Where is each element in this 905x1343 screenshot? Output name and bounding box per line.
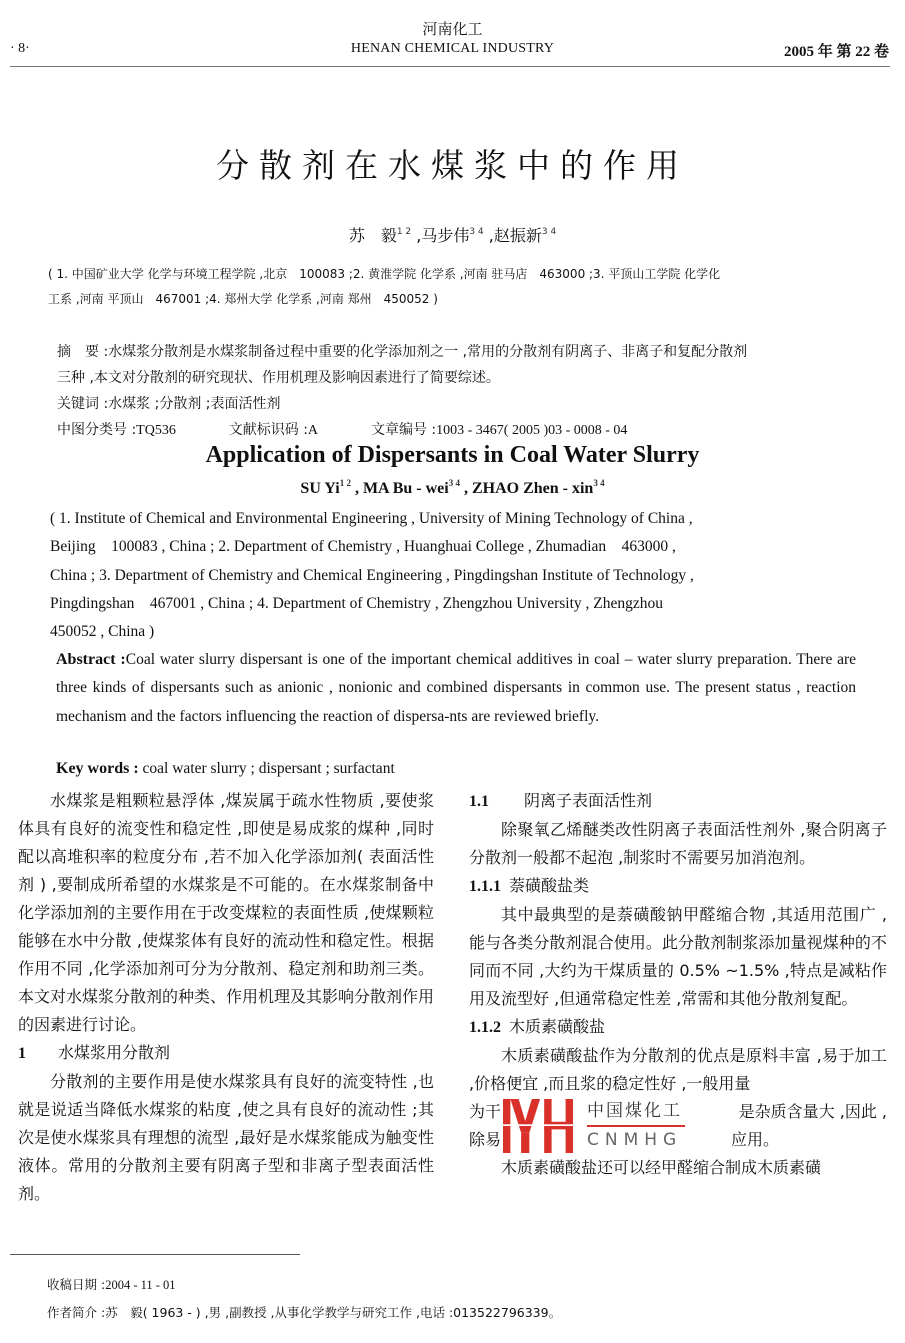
section-paragraph: 其中最典型的是萘磺酸钠甲醛缩合物 ,其适用范围广 ,能与各类分散剂混合使用。此分散剂制浆添加量视煤种的不同而不同 ,大约为干煤质量的 0.5% ~1.5% ,特点是减粘作用及流型好 ,但通常稳定性差 ,常需和其他分散剂复配。 [469,905,887,1008]
author-affil-sup: 1 2 [396,227,412,237]
authors-cn [0,223,905,246]
affiliation-line-en: ( 1. Institute of Chemical and Environmental Engineering , University of Mining Technology of China , [50,510,693,527]
section-heading [469,1013,887,1042]
watermark-text-en: CNMHG [587,1130,683,1150]
intro-paragraph: 水煤浆是粗颗粒悬浮体 ,煤炭属于疏水性物质 ,要使浆体具有良好的流变性和稳定性 ,即使是易成浆的煤种 ,同时配以高堆积率的粒度分布 ,若不加入化学添加剂( 表面活性剂 ) ,要制成所希望的水煤浆是不可能的。在水煤浆制备中化学添加剂的主要作用在于改变煤粒的表面性质 ,使煤颗粒能够在水中分散 ,使煤浆体有良好的流动性和稳定性。根据作用不同 ,化学添加剂可分为分散剂、稳定剂和助剂三类。本文对水煤浆分散剂的种类、作用机理及其影响分散剂作用的因素进行讨论。 [18,791,435,1034]
page-number: · 8· [10,41,30,56]
section-number: 1.1 [469,793,489,810]
bio-label: 作者简介 : [47,1305,106,1320]
abstract-label-cn: 摘 要 : [57,344,109,360]
author-affil-sup: 3 4 [469,227,484,237]
section-paragraph: 木质素磺酸盐还可以经甲醛缩合制成木质素磺 [501,1158,822,1177]
author-name-en: SU Yi [300,480,340,497]
section-paragraph: 除聚氧乙烯醚类改性阴离子表面活性剂外 ,聚合阴离子分散剂一般都不起泡 ,制浆时不需要另加消泡剂。 [469,820,887,867]
keywords-en: coal water slurry ; dispersant ; surfactant [142,760,395,777]
section-title: 水煤浆用分散剂 [58,1043,171,1062]
received-label: 收稿日期 : [47,1277,106,1292]
section-heading [469,872,887,901]
keywords-label-en: Key words : [56,760,139,777]
abstract-label-en: Abstract : [56,651,126,668]
author-affil-sup: 3 4 [593,478,605,488]
title-en: Application of Dispersants in Coal Water Slurry [205,442,700,468]
received-date: 2004 - 11 - 01 [105,1278,176,1292]
author-sep: , [483,226,494,245]
author-affil-sup: 3 4 [541,227,557,237]
article-no-label: 文章编号 : [370,422,437,438]
text-fragment: 为干 [469,1102,502,1121]
section-heading [469,787,887,816]
author-name: 苏 毅 [348,226,397,245]
title-cn: 分散剂在水煤浆中的作用 [216,146,689,185]
text-fragment: 应用。 [729,1126,779,1154]
watermark-text-cn: 中国煤化工 [587,1101,683,1121]
year-volume: 2005 年 第 22 卷 [783,44,889,60]
doc-code-value: A [307,423,319,438]
affiliation-line: ( 1. 中国矿业大学 化学与环境工程学院 ,北京 100083 ;2. 黄淮学院 化学系 ,河南 驻马店 463000 ;3. 平顶山工学院 化学化 [48,267,721,281]
clc-label: 中图分类号 : [57,422,137,438]
section-title: 木质素磺酸盐 [509,1017,606,1036]
authors-en [0,478,905,498]
affiliations-en [50,505,880,646]
abstract-text-en: Coal water slurry dispersant is one of the important chemical additives in coal – water slurry preparation. There are three kinds of dispersants such as anionic , nonionic and combined dispersants in common use. The present status , reaction mechanism and the factors influencing the reaction of dispersa-nts are reviewed briefly. [56,651,857,725]
author-name: 马步伟 [421,226,470,245]
author-sep: , [411,226,422,245]
footnote-rule [10,1254,300,1255]
header-rule [10,66,890,67]
author-name-en: ZHAO Zhen - xin [471,480,594,497]
affiliation-line: 工系 ,河南 平顶山 467001 ;4. 郑州大学 化学系 ,河南 郑州 450052 ) [48,292,438,306]
cnmhg-logo-icon [503,1099,573,1153]
section-number: 1.1.2 [469,1019,501,1036]
abstract-cn [57,339,877,444]
affiliation-line-en: China ; 3. Department of Chemistry and Chemical Engineering , Pingdingshan Institute of Technology , [50,566,694,584]
keywords-label-cn: 关键词 : [57,396,109,412]
affiliation-line-en: 450052 , China ) [50,623,155,641]
doc-code-label: 文献标识码 : [228,422,308,438]
watermark-underline [587,1125,685,1127]
affiliations-cn [48,262,868,312]
keywords-en-row [56,760,395,778]
journal-name-cn: 河南化工 [422,20,483,38]
section-heading [18,1039,434,1068]
body-column-left [18,787,434,1208]
author-sep: , [350,480,359,497]
section-title: 萘磺酸盐类 [509,876,590,895]
author-sep: , [459,480,468,497]
journal-name-en: HENAN CHEMICAL INDUSTRY [350,41,555,56]
abstract-en [56,646,856,731]
abstract-text-cn: 水煤浆分散剂是水煤浆制备过程中重要的化学添加剂之一 ,常用的分散剂有阴离子、非离子和复配分散剂 [108,344,748,360]
section-paragraph: 分散剂的主要作用是使水煤浆具有良好的流变特性 ,也就是说适当降低水煤浆的粘度 ,使之具有良好的流动性 ;其次是使水煤浆具有理想的流型 ,最好是水煤浆能成为触变性液体。常用的分散剂主要有阴离子型和非离子型表面活性剂。 [18,1072,434,1203]
watermark [503,1099,727,1153]
clc-value: TQ536 [136,423,176,438]
bio-text: 苏 毅( 1963 - ) ,男 ,副教授 ,从事化学教学与研究工作 ,电话 :013522796339。 [105,1305,562,1320]
section-title: 阴离子表面活性剂 [524,791,653,810]
affiliation-line-en: Beijing 100083 , China ; 2. Department of Chemistry , Huanghuai College , Zhumadian 463000 , [50,538,676,556]
author-affil-sup: 1 2 [339,478,351,488]
author-name: 赵振新 [493,226,542,245]
author-name-en: MA Bu - wei [362,480,449,497]
affiliation-line-en: Pingdingshan 467001 , China ; 4. Department of Chemistry , Zhengzhou University , Zhengzhou [50,594,664,612]
keywords-cn: 水煤浆 ;分散剂 ;表面活性剂 [108,396,281,412]
text-fragment: 是杂质含量大 ,因此 , [737,1098,887,1126]
text-fragment: 除易 [469,1130,502,1149]
section-number: 1.1.1 [469,878,501,895]
author-affil-sup: 3 4 [448,478,460,488]
footnote [47,1271,561,1326]
section-number: 1 [18,1045,26,1062]
article-no-value: 1003 - 3467( 2005 )03 - 0008 - 04 [436,423,628,438]
section-paragraph: 木质素磺酸盐作为分散剂的优点是原料丰富 ,易于加工 ,价格便宜 ,而且浆的稳定性好 ,一般用量 [469,1046,887,1093]
abstract-text-cn: 三种 ,本文对分散剂的研究现状、作用机理及影响因素进行了简要综述。 [57,370,500,386]
